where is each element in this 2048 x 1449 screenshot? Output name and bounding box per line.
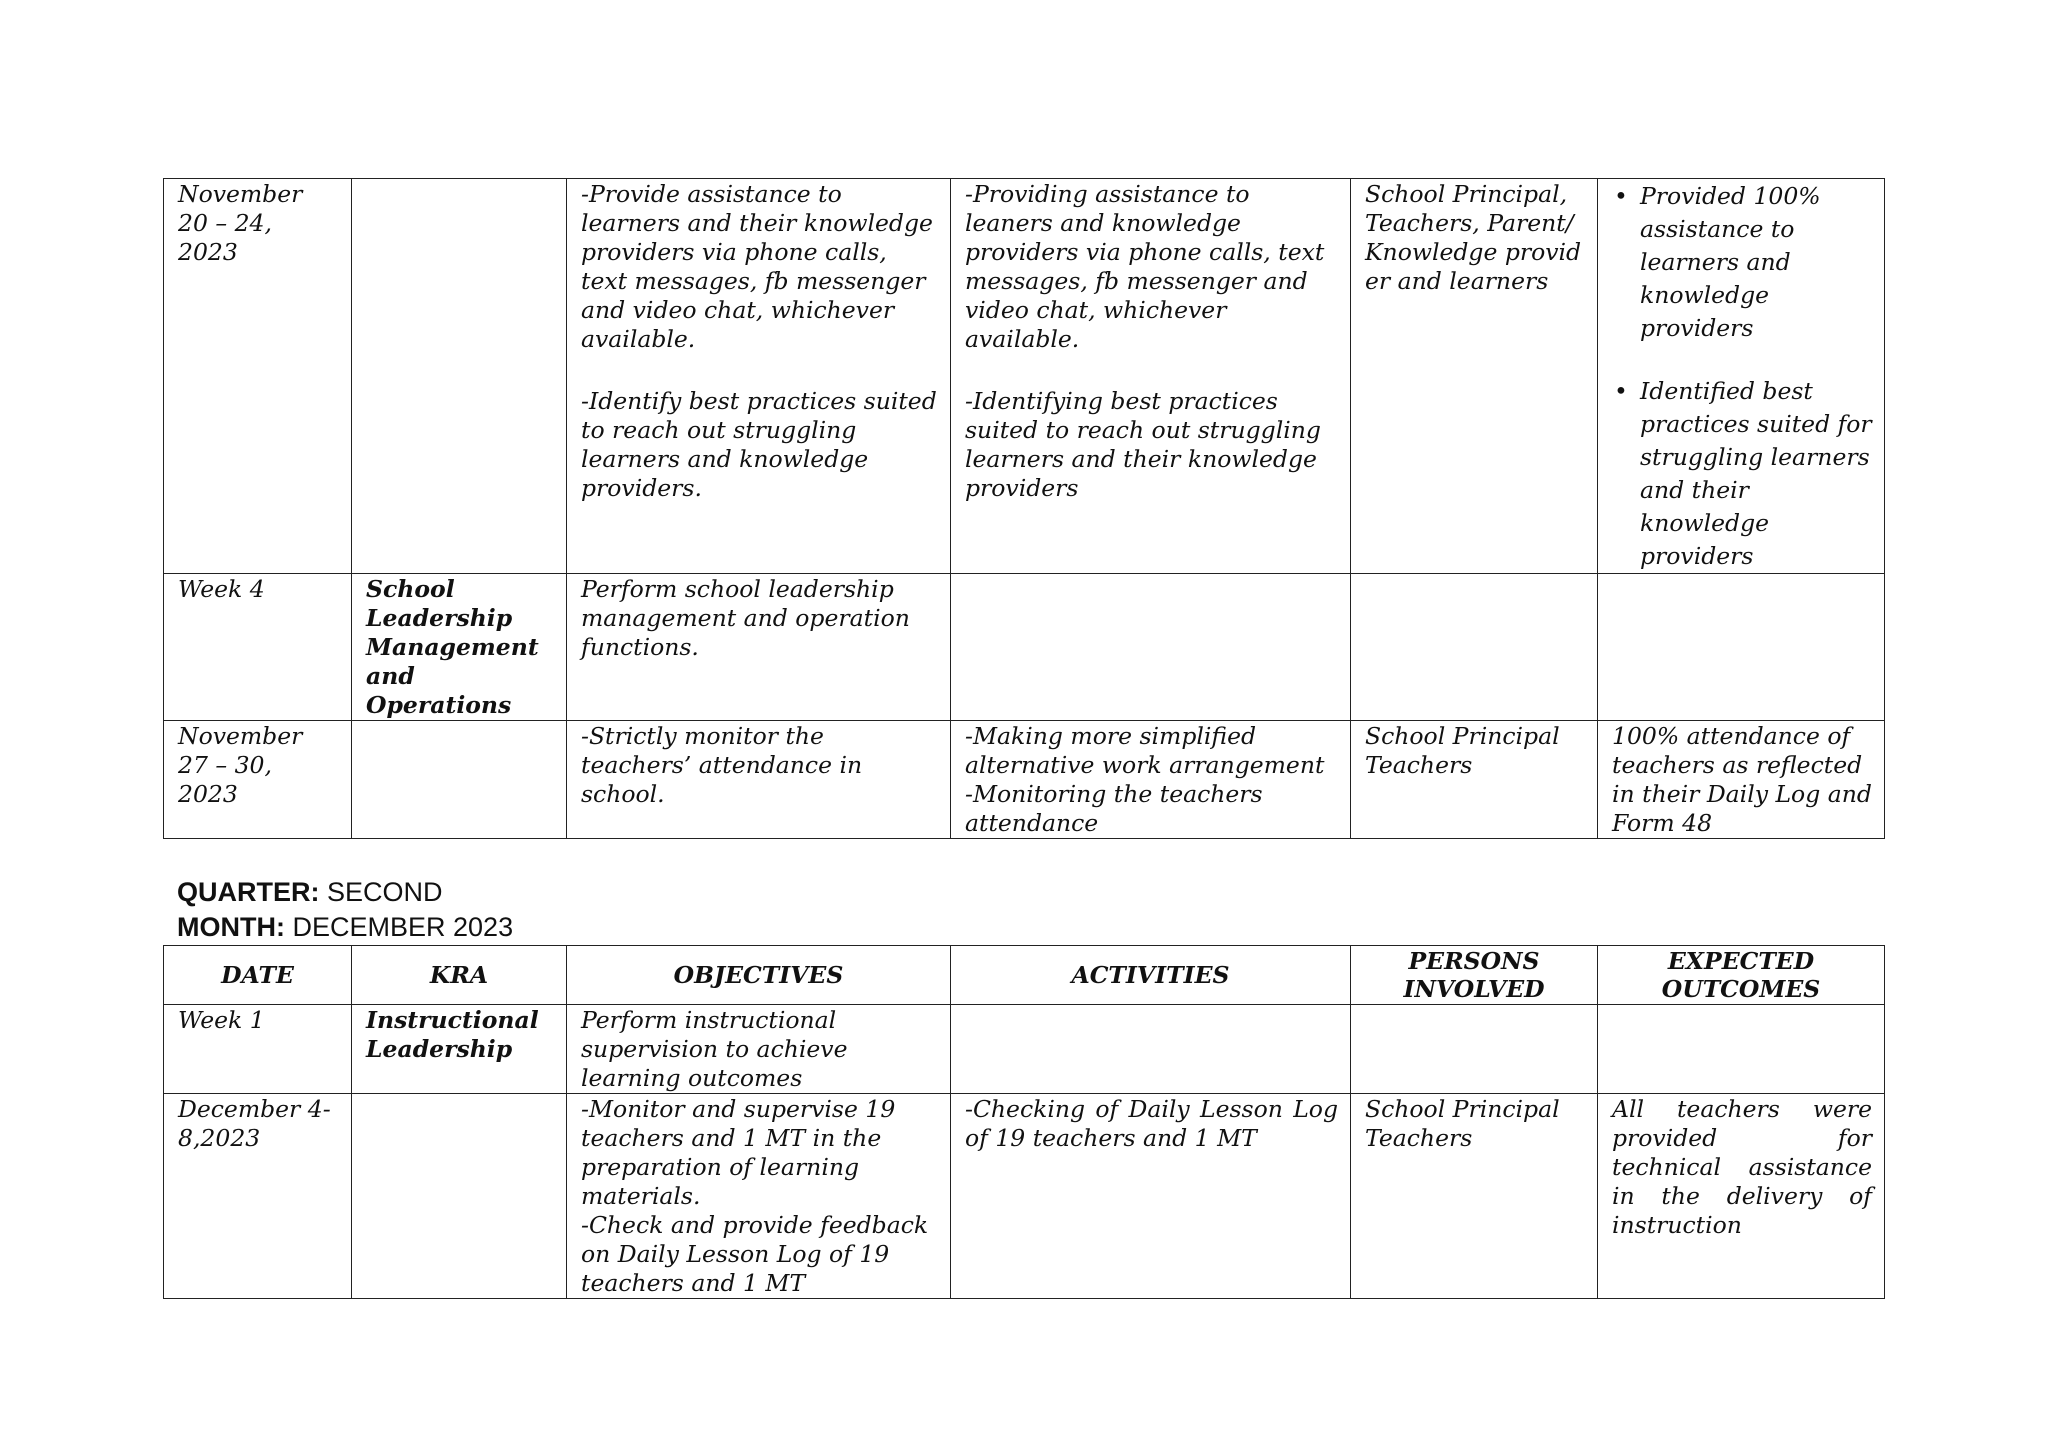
activity-text: -Monitoring the teachers attendance [965, 780, 1263, 837]
quarter-line [177, 875, 1884, 910]
plan-table-december [163, 945, 1885, 1299]
header-kra: KRA [352, 946, 567, 1005]
date-cell: Week 4 [164, 574, 352, 721]
kra-cell [352, 721, 567, 839]
table-row [164, 574, 1885, 721]
kra-cell: School Leadership Management and Operations [352, 574, 567, 721]
activity-text: -Identifying best practices suited to reach out struggling learners and their knowledge providers [965, 387, 1321, 502]
objectives-cell: -Strictly monitor the teachers’ attendance in school. [567, 721, 951, 839]
header-objectives: OBJECTIVES [567, 946, 951, 1005]
month-value: DECEMBER 2023 [292, 912, 514, 942]
objective-text: -Monitor and supervise 19 teachers and 1 MT in the preparation of learning materials. [581, 1095, 896, 1210]
persons-cell [1351, 721, 1598, 839]
outcomes-cell: All teachers were provided for technical assistance in the delivery of instruction [1598, 1094, 1885, 1299]
activity-text: -Providing assistance to leaners and knowledge providers via phone calls, text messages, fb messenger and video chat, whichever available. [965, 180, 1325, 353]
activities-cell [951, 1005, 1351, 1094]
plan-table-november [163, 178, 1885, 839]
outcomes-cell: 100% attendance of teachers as reflected in their Daily Log and Form 48 [1598, 721, 1885, 839]
table-row [164, 721, 1885, 839]
persons-cell [1351, 574, 1598, 721]
objectives-cell: Perform instructional supervision to achieve learning outcomes [567, 1005, 951, 1094]
month-label: MONTH: [177, 912, 285, 942]
document-page [163, 178, 1884, 1299]
outcome-list [1612, 180, 1872, 573]
activities-cell [951, 574, 1351, 721]
month-line [177, 910, 1884, 945]
kra-cell [352, 179, 567, 574]
outcomes-cell [1598, 1005, 1885, 1094]
activities-cell [951, 721, 1351, 839]
objective-text: -Provide assistance to learners and their knowledge providers via phone calls, text messages, fb messenger and video chat, whichever available. [581, 180, 933, 353]
date-cell: Week 1 [164, 1005, 352, 1094]
header-expected-outcomes: EXPECTED OUTCOMES [1598, 946, 1885, 1005]
activities-cell [951, 179, 1351, 574]
date-cell: December 4-8,2023 [164, 1094, 352, 1299]
person-text: Teachers [1365, 751, 1473, 779]
person-text: Teachers [1365, 1124, 1473, 1152]
activity-text: -Making more simplified alternative work arrangement [965, 722, 1325, 779]
objective-text: -Check and provide feedback on Daily Lesson Log of 19 teachers and 1 MT [581, 1211, 929, 1297]
persons-cell [1351, 1005, 1598, 1094]
date-cell: November 27 – 30, 2023 [164, 721, 352, 839]
quarter-label: QUARTER: [177, 877, 320, 907]
objectives-cell [567, 179, 951, 574]
outcomes-cell [1598, 574, 1885, 721]
outcome-item: • Identified best practices suited for struggling learners and their knowledge providers [1612, 375, 1872, 573]
persons-cell [1351, 1094, 1598, 1299]
outcome-item: • Provided 100% assistance to learners and knowledge providers [1612, 180, 1872, 345]
persons-cell: School Principal, Teachers, Parent/Knowledge provider and learners [1351, 179, 1598, 574]
objective-text: -Identify best practices suited to reach out struggling learners and knowledge providers. [581, 387, 937, 502]
kra-cell: Instructional Leadership [352, 1005, 567, 1094]
activities-cell: -Checking of Daily Lesson Log of 19 teachers and 1 MT [951, 1094, 1351, 1299]
header-persons-involved: PERSONS INVOLVED [1351, 946, 1598, 1005]
header-activities: ACTIVITIES [951, 946, 1351, 1005]
outcomes-cell [1598, 179, 1885, 574]
objectives-cell: Perform school leadership management and operation functions. [567, 574, 951, 721]
kra-cell [352, 1094, 567, 1299]
header-date: DATE [164, 946, 352, 1005]
table-row [164, 179, 1885, 574]
objectives-cell [567, 1094, 951, 1299]
table-row [164, 1094, 1885, 1299]
table-header-row [164, 946, 1885, 1005]
quarter-value: SECOND [327, 877, 443, 907]
date-cell: November 20 – 24, 2023 [164, 179, 352, 574]
table-row [164, 1005, 1885, 1094]
person-text: School Principal [1365, 722, 1560, 750]
person-text: School Principal [1365, 1095, 1560, 1123]
